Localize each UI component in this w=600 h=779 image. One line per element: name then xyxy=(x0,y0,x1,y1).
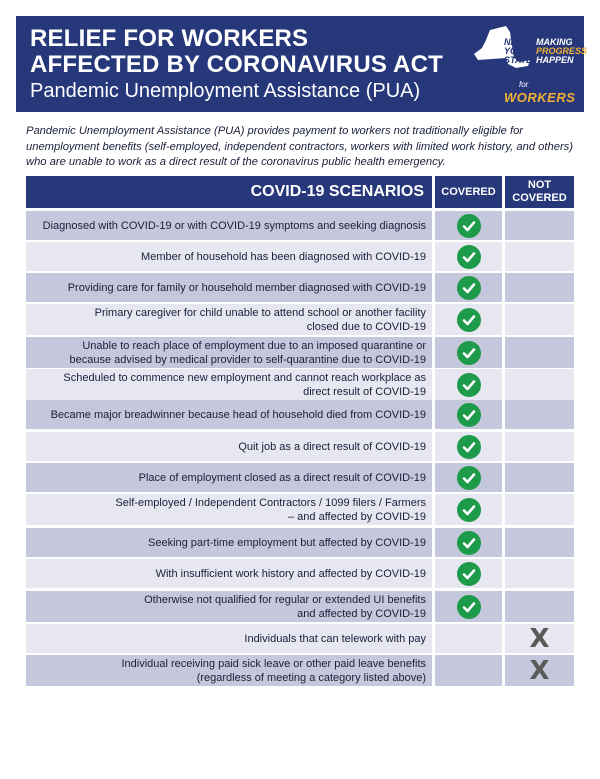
not-covered-cell xyxy=(505,655,574,686)
check-circle-icon xyxy=(457,531,481,555)
intro-paragraph: Pandemic Unemployment Assistance (PUA) provides payment to workers not traditionally eligible for unemployment benefits (self-employed, independent contractors, workers with limited work history, and others) who are unable to work as a direct result of the coronavirus public health emergency. xyxy=(26,125,573,168)
covered-cell xyxy=(435,463,502,492)
column-header-scenarios: COVID-19 SCENARIOS xyxy=(26,176,432,208)
table-row xyxy=(26,528,574,557)
covered-cell xyxy=(435,242,502,271)
ny-state-logo xyxy=(472,22,588,108)
title-line-2: AFFECTED BY CORONAVIRUS ACT xyxy=(30,51,443,78)
check-circle-icon xyxy=(457,276,481,300)
table-row xyxy=(26,400,574,429)
table-row xyxy=(26,369,574,400)
scenario-text: Self-employed / Independent Contractors / 1099 filers / Farmers – and affected by COVID-19 xyxy=(26,494,432,525)
table-row xyxy=(26,304,574,335)
scenario-text: Providing care for family or household member diagnosed with COVID-19 xyxy=(26,273,432,302)
check-circle-icon xyxy=(457,341,481,365)
subtitle: Pandemic Unemployment Assistance (PUA) xyxy=(30,80,421,102)
not-covered-cell xyxy=(505,559,574,588)
table-row xyxy=(26,273,574,302)
not-covered-cell xyxy=(505,463,574,492)
scenario-text: Member of household has been diagnosed with COVID-19 xyxy=(26,242,432,271)
x-mark-icon: X xyxy=(529,623,550,654)
check-circle-icon xyxy=(457,308,481,332)
table-row xyxy=(26,211,574,240)
not-covered-cell xyxy=(505,211,574,240)
check-circle-icon xyxy=(457,466,481,490)
not-covered-cell xyxy=(505,432,574,461)
covered-cell xyxy=(435,432,502,461)
covered-cell xyxy=(435,304,502,335)
scenario-text: Scheduled to commence new employment and cannot reach workplace as direct result of COVID-19 xyxy=(26,369,432,400)
check-circle-icon xyxy=(457,403,481,427)
covered-cell xyxy=(435,273,502,302)
check-circle-icon xyxy=(457,498,481,522)
check-circle-icon xyxy=(457,435,481,459)
logo-for-text: for xyxy=(519,80,529,89)
covered-cell xyxy=(435,528,502,557)
not-covered-cell xyxy=(505,304,574,335)
covered-cell xyxy=(435,655,502,686)
check-circle-icon xyxy=(457,373,481,397)
covered-cell xyxy=(435,559,502,588)
check-circle-icon xyxy=(457,562,481,586)
table-row xyxy=(26,242,574,271)
not-covered-cell xyxy=(505,624,574,653)
x-mark-icon: X xyxy=(529,655,550,686)
covered-cell xyxy=(435,591,502,622)
covered-cell xyxy=(435,337,502,368)
not-covered-cell xyxy=(505,369,574,400)
scenario-text: Place of employment closed as a direct result of COVID-19 xyxy=(26,463,432,492)
scenario-text: Unable to reach place of employment due to an imposed quarantine or because advised by medical provider to self-quarantine due to COVID-19 xyxy=(26,337,432,368)
header-banner xyxy=(16,16,588,112)
covered-cell xyxy=(435,400,502,429)
not-covered-cell xyxy=(505,528,574,557)
logo-progress-text: MAKING PROGRESS HAPPEN xyxy=(536,37,588,65)
scenario-text: Individual receiving paid sick leave or other paid leave benefits (regardless of meeting a category listed above) xyxy=(26,655,432,686)
column-header-covered: COVERED xyxy=(435,176,502,208)
scenario-text: Quit job as a direct result of COVID-19 xyxy=(26,432,432,461)
table-row xyxy=(26,337,574,368)
table-row xyxy=(26,655,574,686)
not-covered-cell xyxy=(505,494,574,525)
logo-ny-text: NEW YORK STATE xyxy=(504,37,533,65)
check-circle-icon xyxy=(457,245,481,269)
covered-cell xyxy=(435,624,502,653)
scenario-text: With insufficient work history and affected by COVID-19 xyxy=(26,559,432,588)
scenario-text: Seeking part-time employment but affected by COVID-19 xyxy=(26,528,432,557)
scenario-text: Individuals that can telework with pay xyxy=(26,624,432,653)
table-row xyxy=(26,559,574,588)
table-row xyxy=(26,591,574,622)
not-covered-cell xyxy=(505,591,574,622)
not-covered-cell xyxy=(505,242,574,271)
scenario-text: Primary caregiver for child unable to attend school or another facility closed due to COVID-19 xyxy=(26,304,432,335)
logo-workers-text: WORKERS xyxy=(504,90,576,105)
table-row xyxy=(26,624,574,653)
covered-cell xyxy=(435,494,502,525)
covered-cell xyxy=(435,211,502,240)
table-row xyxy=(26,494,574,525)
covered-cell xyxy=(435,369,502,400)
check-circle-icon xyxy=(457,214,481,238)
not-covered-cell xyxy=(505,273,574,302)
scenario-text: Diagnosed with COVID-19 or with COVID-19 symptoms and seeking diagnosis xyxy=(26,211,432,240)
not-covered-cell xyxy=(505,400,574,429)
scenario-text: Became major breadwinner because head of household died from COVID-19 xyxy=(26,400,432,429)
check-circle-icon xyxy=(457,595,481,619)
table-row xyxy=(26,463,574,492)
table-row xyxy=(26,432,574,461)
title-line-1: RELIEF FOR WORKERS xyxy=(30,25,309,52)
column-header-not-covered: NOT COVERED xyxy=(505,176,574,208)
not-covered-cell xyxy=(505,337,574,368)
scenario-text: Otherwise not qualified for regular or extended UI benefits and affected by COVID-19 xyxy=(26,591,432,622)
